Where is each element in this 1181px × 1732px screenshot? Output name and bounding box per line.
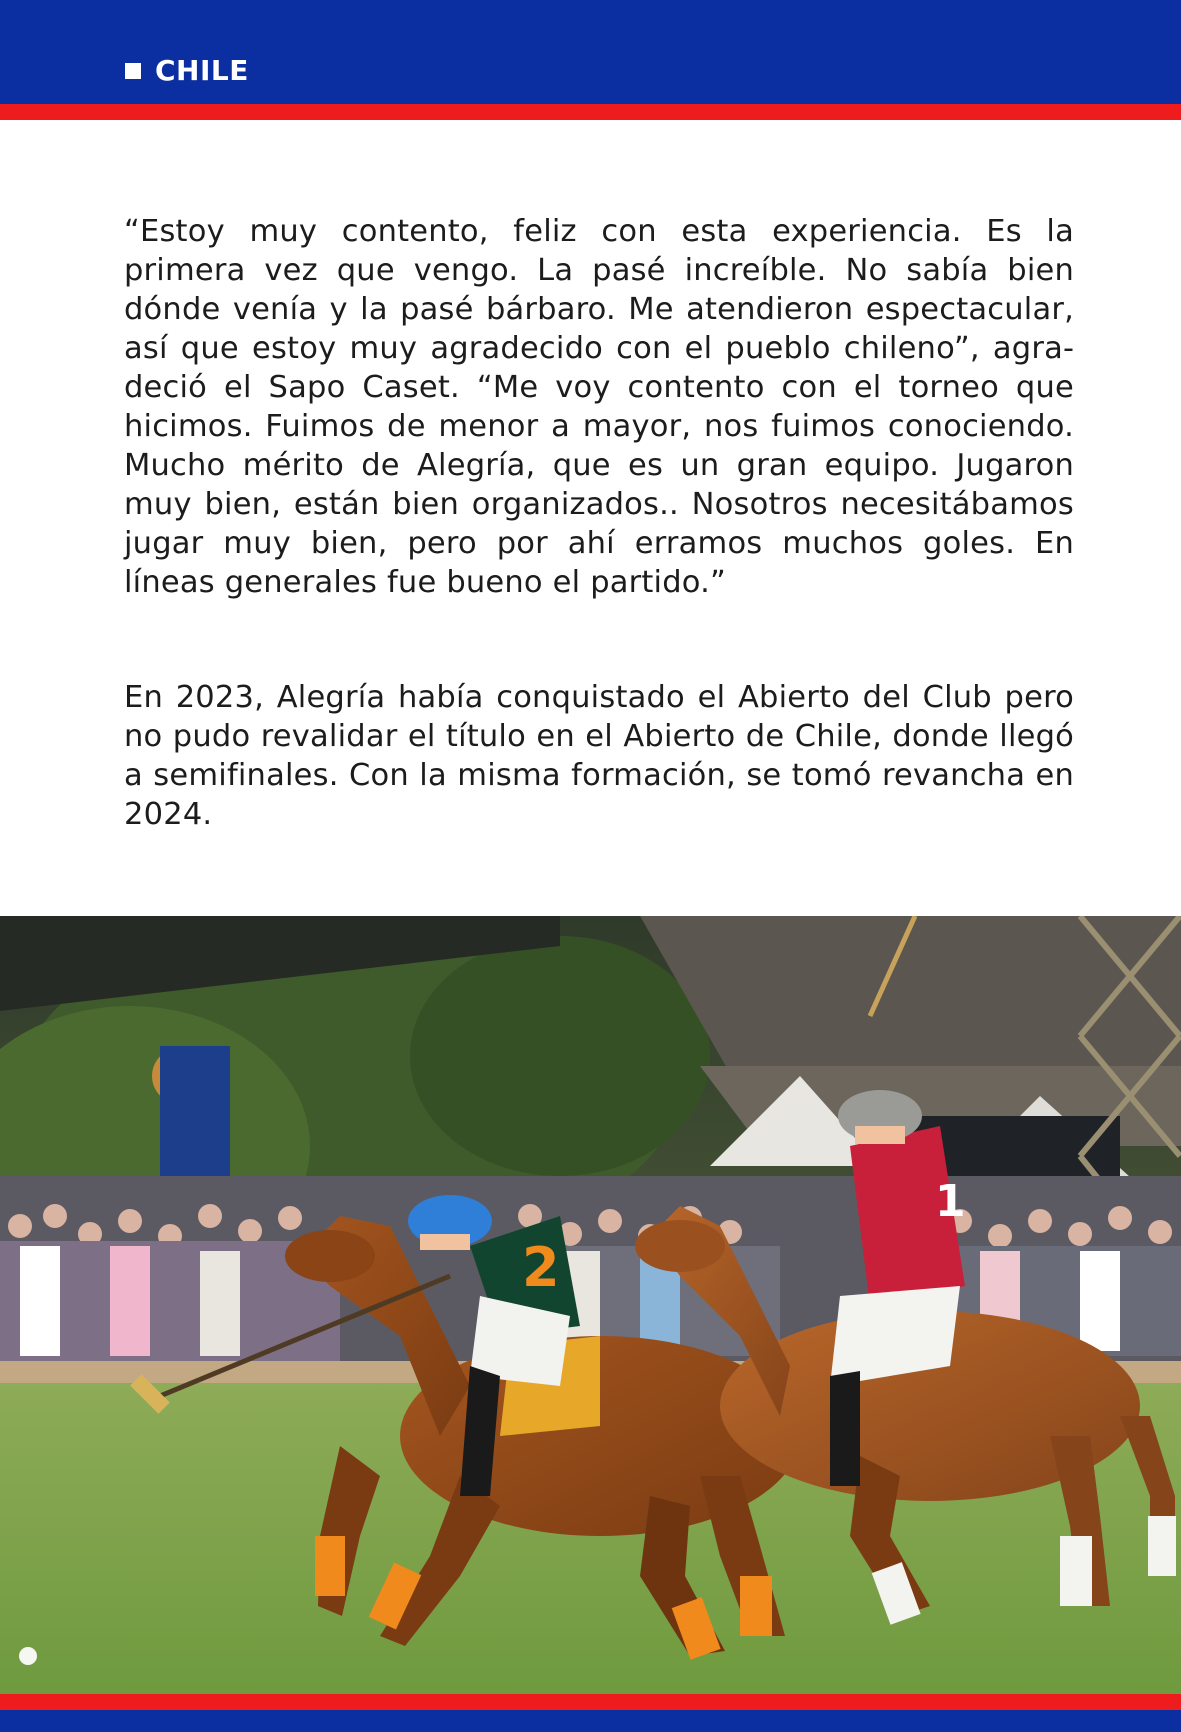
section-label: CHILE: [155, 54, 249, 87]
jersey-number-red: 1: [935, 1176, 966, 1227]
footer-red-stripe: [0, 1694, 1181, 1710]
page-header-bar: [0, 0, 1181, 104]
footer-blue-bar: [0, 1710, 1181, 1732]
section-marker-square: [125, 63, 141, 79]
header-red-stripe: [0, 104, 1181, 120]
article-paragraph-context: En 2023, Alegría había conquistado el Abierto del Club pero no pudo revalidar el título en el Abierto de Chile, donde llegó a semifinales. Con la misma formación, se tomó revancha en 2024.: [124, 680, 1074, 832]
article-paragraph-quote: “Estoy muy contento, feliz con esta experiencia. Es la primera vez que vengo. La pasé increíble. No sabía bien dónde venía y la pasé bárbaro. Me atendieron espectacular, así que estoy muy agradecido con el pueblo chileno”, agradeció el Sapo Caset. “Me voy contento con el torneo que hicimos. Fuimos de menor a mayor, nos fuimos conociendo. Mucho mérito de Alegría, que es un gran equipo. Jugaron muy bien, están bien organizados.. Nosotros necesitábamos jugar muy bien, pero por ahí erramos muchos goles. En líneas generales fue bueno el partido.”: [124, 214, 1074, 600]
polo-match-photo: [0, 916, 1181, 1694]
jersey-number-green: 2: [522, 1236, 560, 1299]
